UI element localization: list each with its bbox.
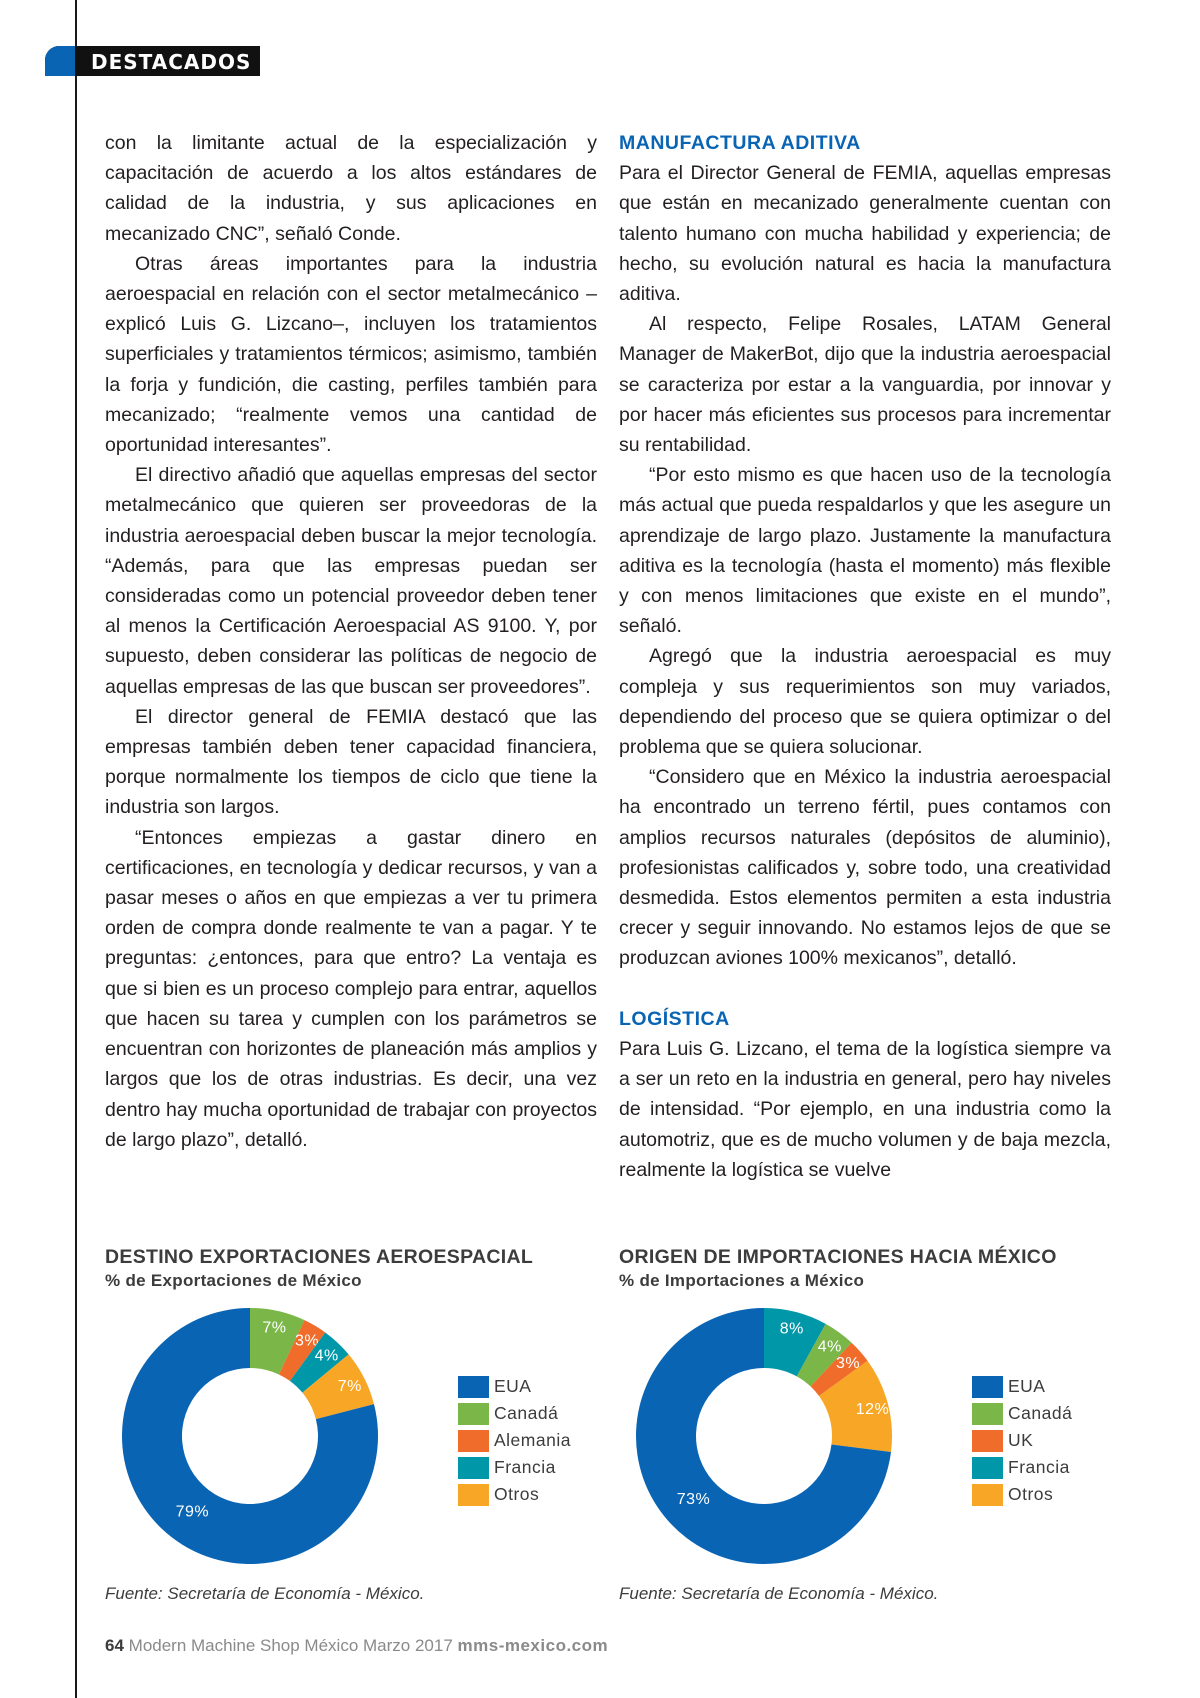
slice-label: 7% bbox=[262, 1319, 287, 1337]
legend-swatch bbox=[972, 1484, 1003, 1506]
legend-label: EUA bbox=[494, 1376, 532, 1396]
left-column bbox=[105, 128, 597, 1155]
paragraph: con la limitante actual de la especialización y capacitación de acuerdo a los altos estándares de calidad de la industria, y sus aplicaciones en mecanizado CNC”, señaló Conde. bbox=[105, 132, 597, 245]
paragraph: Otras áreas importantes para la industria aeroespacial en relación con el sector metalmecánico –explicó Luis G. Lizcano–, incluyen los tratamientos superficiales y tratamientos térmicos; asimismo, también la forja y fundición, die casting, perfiles también para mecanizado; “realmente vemos una cantidad de oportunidad interesantes”. bbox=[105, 252, 597, 457]
chart-title: ORIGEN DE IMPORTACIONES HACIA MÉXICO bbox=[619, 1246, 1057, 1268]
legend-label: Otros bbox=[494, 1484, 540, 1504]
page-number: 64 bbox=[105, 1636, 124, 1655]
section-gap bbox=[619, 974, 1111, 1004]
legend-swatch bbox=[972, 1403, 1003, 1425]
slice-label: 8% bbox=[779, 1320, 804, 1338]
donut-chart bbox=[105, 1246, 405, 1546]
legend-swatch bbox=[458, 1403, 489, 1425]
legend-swatch bbox=[972, 1376, 1003, 1398]
legend-label: Francia bbox=[494, 1457, 556, 1477]
paragraph: “Considero que en México la industria aeroespacial ha encontrado un terreno fértil, pues contamos con amplios recursos naturales (depósitos de aluminio), profesionistas calificados y, sobre todo, una creatividad desmedida. Estos elementos permiten a esta industria crecer y seguir innovando. No estamos lejos de que se produzcan aviones 100% mexicanos”, detalló. bbox=[619, 766, 1111, 970]
page-rule bbox=[75, 0, 77, 1698]
section-tag bbox=[45, 46, 260, 76]
legend-swatch bbox=[458, 1376, 489, 1398]
paragraph: Agregó que la industria aeroespacial es muy compleja y sus requerimientos son muy variados, dependiendo del proceso que se quiera optimizar o del problema que se quiera solucionar. bbox=[619, 645, 1111, 759]
paragraph: El directivo añadió que aquellas empresas del sector metalmecánico que quieren ser proveedoras de la industria aeroespacial deben buscar la mejor tecnología. “Además, para que las empresas puedan ser consideradas como un potencial proveedor deben tener al menos la Certificación Aeroespacial AS 9100. Y, por supuesto, deben considerar las políticas de negocio de aquellas empresas de las que buscan ser proveedores”. bbox=[105, 464, 597, 698]
exports-chart bbox=[105, 1246, 597, 1603]
section-heading-manufactura: MANUFACTURA ADITIVA bbox=[619, 132, 861, 154]
section-tag-accent bbox=[45, 46, 75, 76]
publication-info: Modern Machine Shop México Marzo 2017 bbox=[128, 1636, 453, 1655]
section-tag-label: DESTACADOS bbox=[91, 50, 252, 74]
right-column bbox=[619, 128, 1111, 1185]
slice-label: 79% bbox=[175, 1503, 210, 1521]
chart-subtitle: % de Importaciones a México bbox=[619, 1271, 865, 1290]
chart-source: Fuente: Secretaría de Economía - México. bbox=[619, 1584, 939, 1603]
website-link: mms-mexico.com bbox=[457, 1636, 609, 1655]
paragraph: Al respecto, Felipe Rosales, LATAM General Manager de MakerBot, dijo que la industria aeroespacial se caracteriza por estar a la vanguardia, por innovar y por hacer más eficientes sus procesos para incrementar su rentabilidad. bbox=[619, 313, 1111, 457]
legend-swatch bbox=[458, 1430, 489, 1452]
legend-label: UK bbox=[1008, 1430, 1034, 1450]
legend-swatch bbox=[972, 1430, 1003, 1452]
slice-label: 3% bbox=[294, 1332, 320, 1350]
imports-chart bbox=[619, 1246, 1111, 1603]
paragraph: “Por esto mismo es que hacen uso de la tecnología más actual que pueda respaldarlos y que les asegure un aprendizaje de largo plazo. Justamente la manufactura aditiva es la tecnología (hasta el momento) más flexible y con menos limitaciones que existe en el mundo”, señaló. bbox=[619, 464, 1111, 638]
paragraph: “Entonces empiezas a gastar dinero en certificaciones, en tecnología y dedicar recursos, y van a pasar meses o años en que empiezas a ver tu primera orden de compra donde realmente te van a pagar. Y te preguntas: ¿entonces, para que entro? La ventaja es que si bien es un proceso complejo para entrar, aquellos que hacen su tarea y cumplen con los parámetros se encuentran con horizontes de planeación más amplios y largos que los de otras industrias. Es decir, una vez dentro hay mucha oportunidad de trabajar con proyectos de largo plazo”, detalló. bbox=[105, 826, 597, 1151]
chart-subtitle: % de Exportaciones de México bbox=[105, 1271, 362, 1290]
slice-label: 7% bbox=[337, 1378, 362, 1396]
legend-label: Canadá bbox=[1008, 1403, 1073, 1423]
chart-source: Fuente: Secretaría de Economía - México. bbox=[105, 1584, 425, 1603]
donut-chart bbox=[619, 1246, 919, 1546]
page-footer bbox=[105, 1636, 608, 1656]
legend-swatch bbox=[972, 1457, 1003, 1479]
paragraph: El director general de FEMIA destacó que las empresas también deben tener capacidad financiera, porque normalmente los tiempos de ciclo que tiene la industria son largos. bbox=[105, 705, 597, 819]
slice-label: 3% bbox=[835, 1354, 861, 1372]
legend-label: Francia bbox=[1008, 1457, 1070, 1477]
legend-label: Canadá bbox=[494, 1403, 559, 1423]
slice-label: 12% bbox=[855, 1401, 890, 1419]
paragraph: Para el Director General de FEMIA, aquellas empresas que están en mecanizado generalmente cuentan con talento humano con mucha habilidad y experiencia; de hecho, su evolución natural es hacia la manufactura aditiva. bbox=[619, 162, 1111, 306]
slice-label: 73% bbox=[676, 1491, 711, 1509]
slice-label: 4% bbox=[314, 1347, 339, 1365]
legend-label: EUA bbox=[1008, 1376, 1046, 1396]
legend-swatch bbox=[458, 1457, 489, 1479]
chart-title: DESTINO EXPORTACIONES AEROESPACIAL bbox=[105, 1246, 534, 1268]
legend-label: Alemania bbox=[494, 1430, 571, 1450]
legend-swatch bbox=[458, 1484, 489, 1506]
section-heading-logistica: LOGÍSTICA bbox=[619, 1007, 730, 1030]
legend-label: Otros bbox=[1008, 1484, 1054, 1504]
paragraph: Para Luis G. Lizcano, el tema de la logística siempre va a ser un reto en la industria en general, pero hay niveles de intensidad. “Por ejemplo, en una industria como la automotriz, que es de mucho volumen y de baja mezcla, realmente la logística se vuelve bbox=[619, 1037, 1111, 1181]
slice-label: 4% bbox=[817, 1338, 842, 1356]
